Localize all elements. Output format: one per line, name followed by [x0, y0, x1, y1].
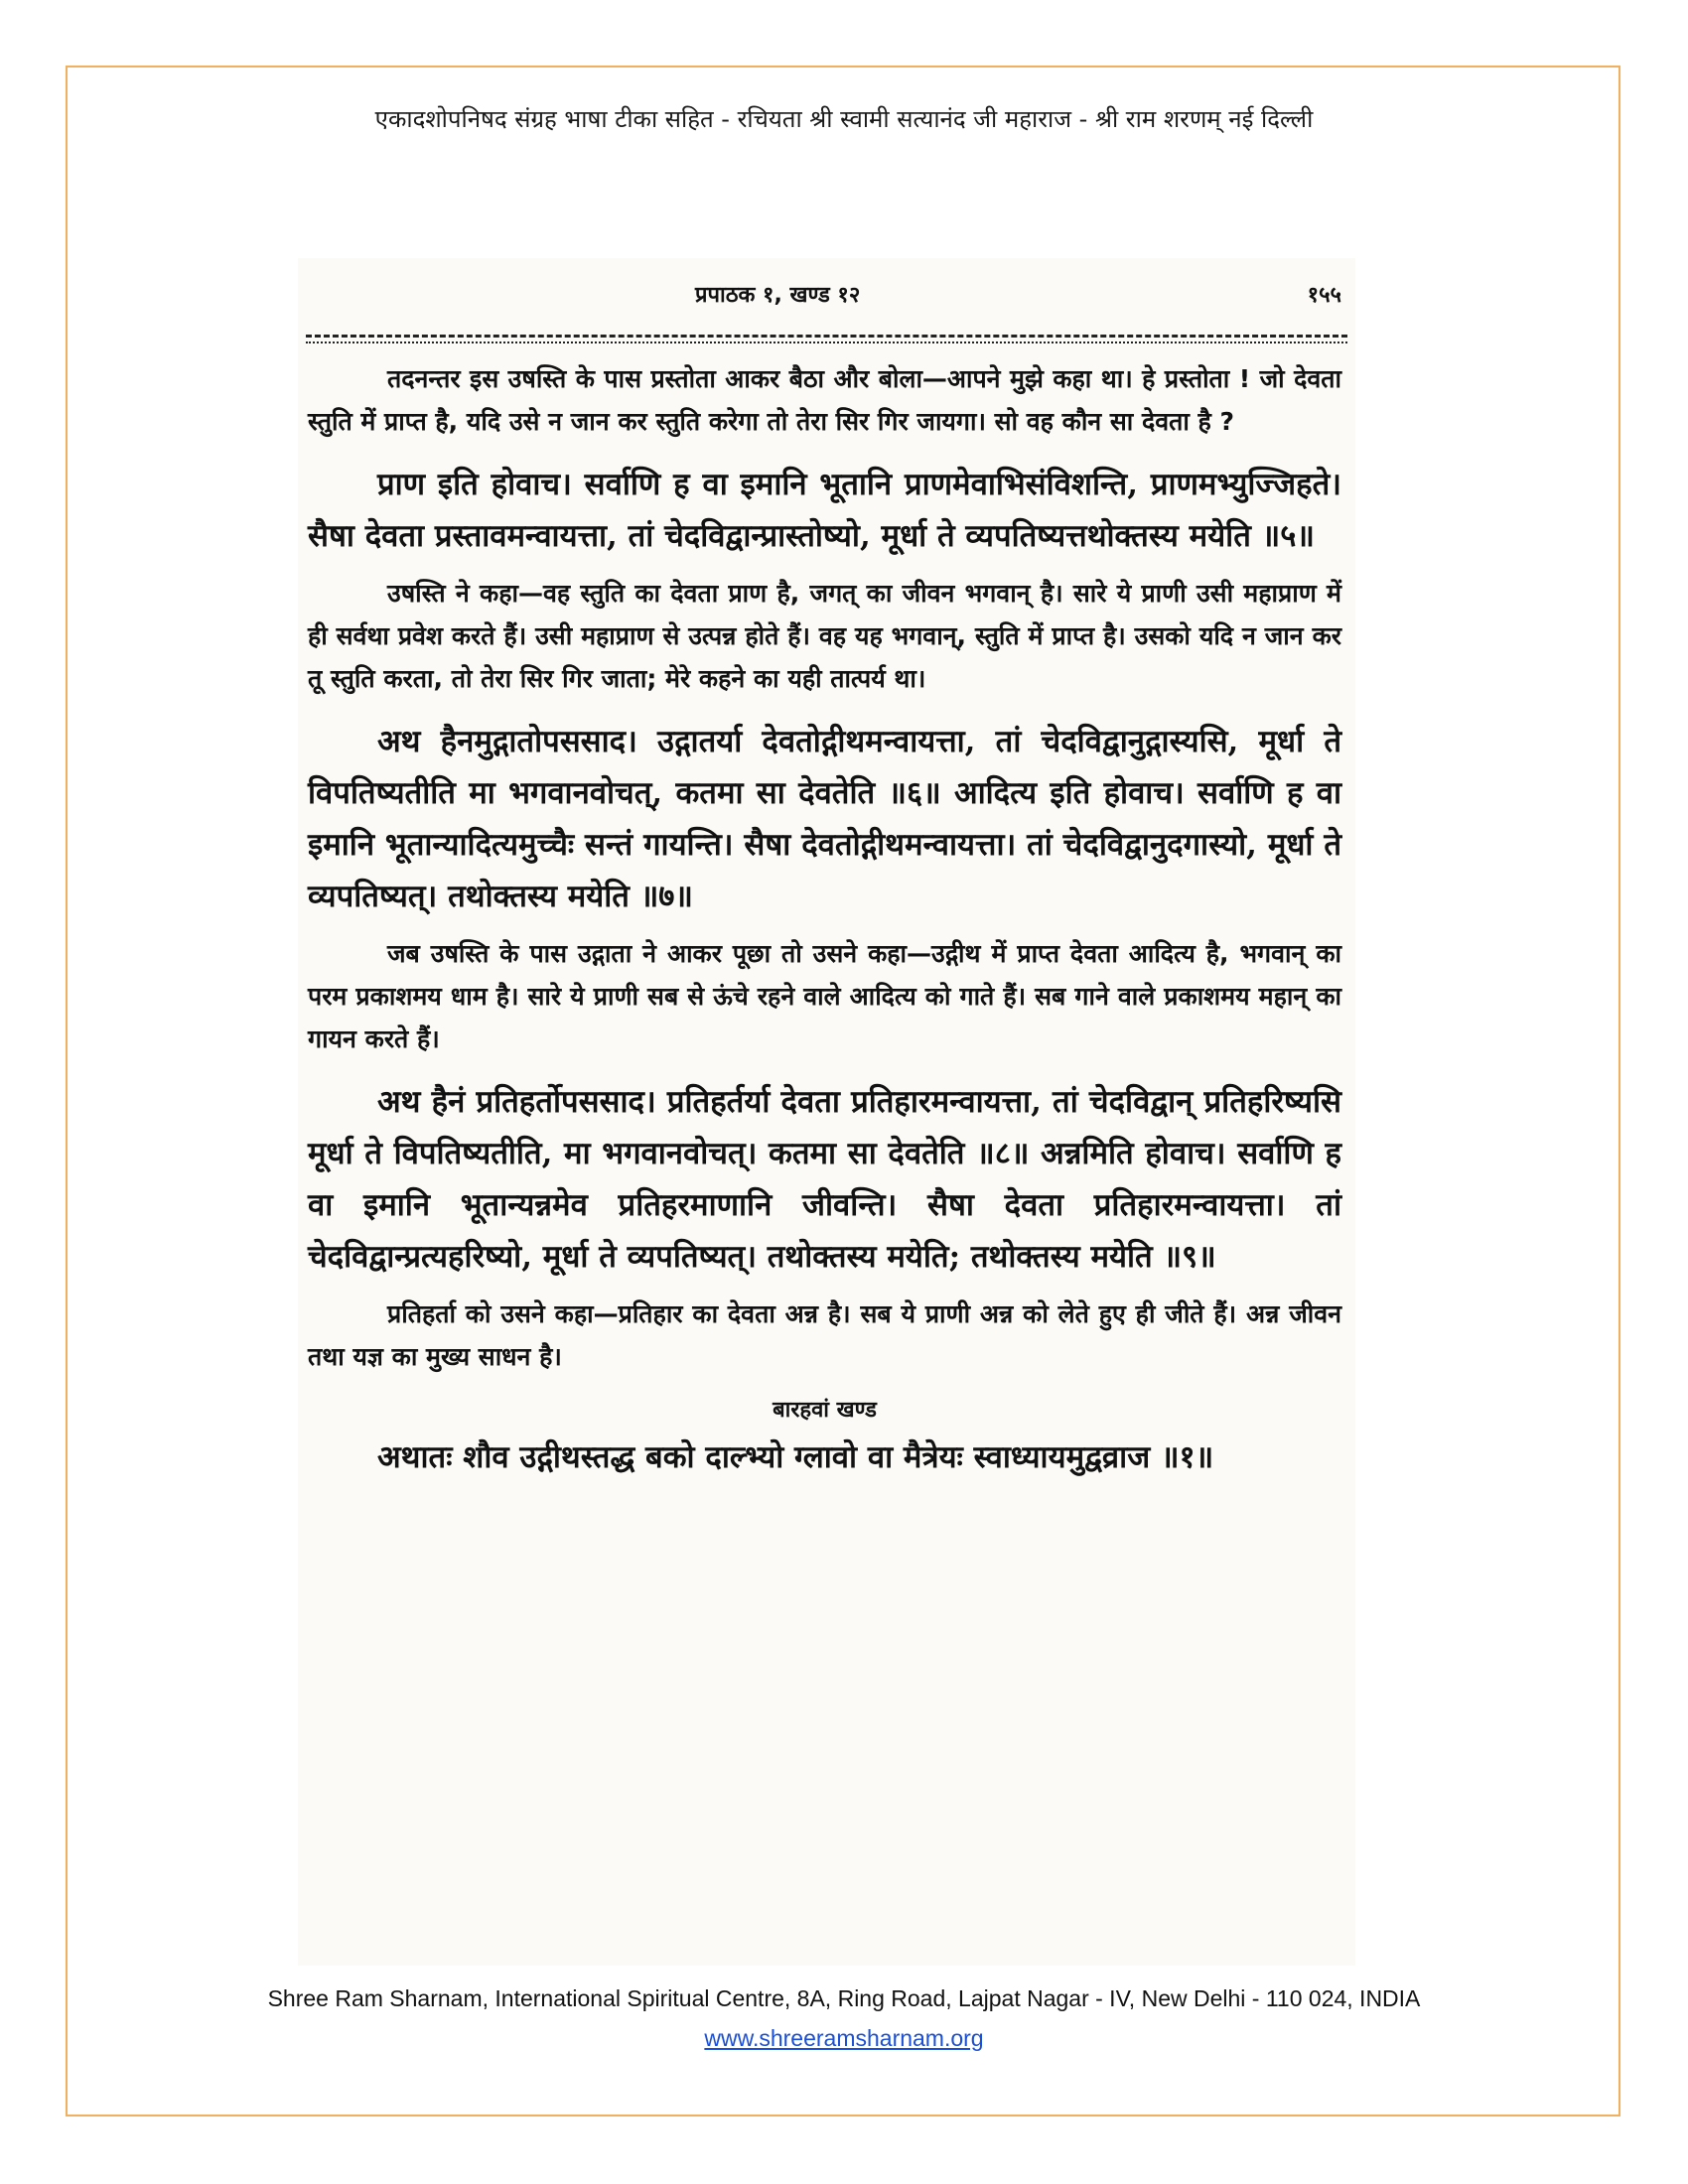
footer-address: Shree Ram Sharnam, International Spiritual Centre, 8A, Ring Road, Lajpat Nagar - IV, New Delhi - 110 024, INDIA [267, 1985, 1421, 2011]
hindi-paragraph: जब उषस्ति के पास उद्गाता ने आकर पूछा तो उसने कहा—उद्गीथ में प्राप्त देवता आदित्य है, भगवान् का परम प्रकाशमय धाम है। सारे ये प्राणी सब से ऊंचे रहने वाले आदित्य को गाते हैं। सब गाने वाले प्रकाशमय महान् का गायन करते हैं। [308, 939, 1341, 1053]
hindi-paragraph: उषस्ति ने कहा—वह स्तुति का देवता प्राण है, जगत् का जीवन भगवान् है। सारे ये प्राणी उसी महाप्राण में ही सर्वथा प्रवेश करते हैं। उसी महाप्राण से उत्पन्न होते हैं। वह यह भगवान्, स्तुति में प्राप्त है। उसको यदि न जान कर तू स्तुति करता, तो तेरा सिर गिर जाता; मेरे कहने का यही तात्पर्य था। [308, 579, 1341, 693]
website-link[interactable]: www.shreeramsharnam.org [704, 2025, 984, 2051]
sanskrit-verse: अथातः शौव उद्गीथस्तद्ध बको दाल्भ्यो ग्लावो वा मैत्रेयः स्वाध्यायमुद्वव्राज ॥१॥ [377, 1439, 1214, 1475]
sanskrit-verse: अथ हैनमुद्गातोपससाद। उद्गातर्या देवतोद्गीथमन्वायत्ता, तां चेदविद्वानुद्गास्यसि, मूर्धा ते विपतिष्यतीति मा भगवानवोचत्, कतमा सा देवतेति ॥६॥ आदित्य इति होवाच। सर्वाणि ह वा इमानि भूतान्यादित्यमुच्चैः सन्तं गायन्ति। सैषा देवतोद्गीथमन्वायत्ता। तां चेदविद्वानुदगास्यो, मूर्धा ते व्यपतिष्यत्। तथोक्तस्य मयेति ॥७॥ [308, 724, 1341, 914]
page-number: १५५ [1307, 283, 1341, 308]
section-title: बारहवां खण्ड [773, 1398, 877, 1423]
running-head [298, 273, 1355, 307]
sanskrit-verse: प्राण इति होवाच। सर्वाणि ह वा इमानि भूतानि प्राणमेवाभिसंविशन्ति, प्राणमभ्युज्जिहते। सैषा देवता प्रस्तावमन्वायत्ता, तां चेदविद्वान्प्रास्तोष्यो, मूर्धा ते व्यपतिष्यत्तथोक्तस्य मयेति ॥५॥ [308, 467, 1341, 554]
scanned-page [298, 258, 1355, 1966]
hindi-paragraph: तदनन्तर इस उषस्ति के पास प्रस्तोता आकर बैठा और बोला—आपने मुझे कहा था। हे प्रस्तोता ! जो देवता स्तुति में प्राप्त है, यदि उसे न जान कर स्तुति करेगा तो तेरा सिर गिर जायगा। सो वह कौन सा देवता है ? [308, 364, 1341, 436]
hindi-paragraph: प्रतिहर्ता को उसने कहा—प्रतिहार का देवता अन्न है। सब ये प्राणी अन्न को लेते हुए ही जीते हैं। अन्न जीवन तथा यज्ञ का मुख्य साधन है। [308, 1299, 1341, 1371]
document-header: एकादशोपनिषद संग्रह भाषा टीका सहित - रचियता श्री स्वामी सत्यानंद जी महाराज - श्री राम शरणम् नई दिल्ली [374, 105, 1314, 133]
sanskrit-verse: अथ हैनं प्रतिहर्तोपससाद। प्रतिहर्तर्या देवता प्रतिहारमन्वायत्ता, तां चेदविद्वान् प्रतिहरिष्यसि मूर्धा ते विपतिष्यतीति, मा भगवानवोचत्। कतमा सा देवतेति ॥८॥ अन्नमिति होवाच। सर्वाणि ह वा इमानि भूतान्यन्नमेव प्रतिहरमाणानि जीवन्ति। सैषा देवता प्रतिहारमन्वायत्ता। तां चेदविद्वान्प्रत्यहरिष्यो, मूर्धा ते व्यपतिष्यत्। तथोक्तस्य मयेति; तथोक्तस्य मयेति ॥९॥ [308, 1084, 1341, 1275]
page-body [308, 357, 1341, 1493]
header-rule [306, 335, 1347, 338]
running-title: प्रपाठक १, खण्ड १२ [695, 283, 861, 308]
header-rule-dotted [306, 341, 1347, 343]
